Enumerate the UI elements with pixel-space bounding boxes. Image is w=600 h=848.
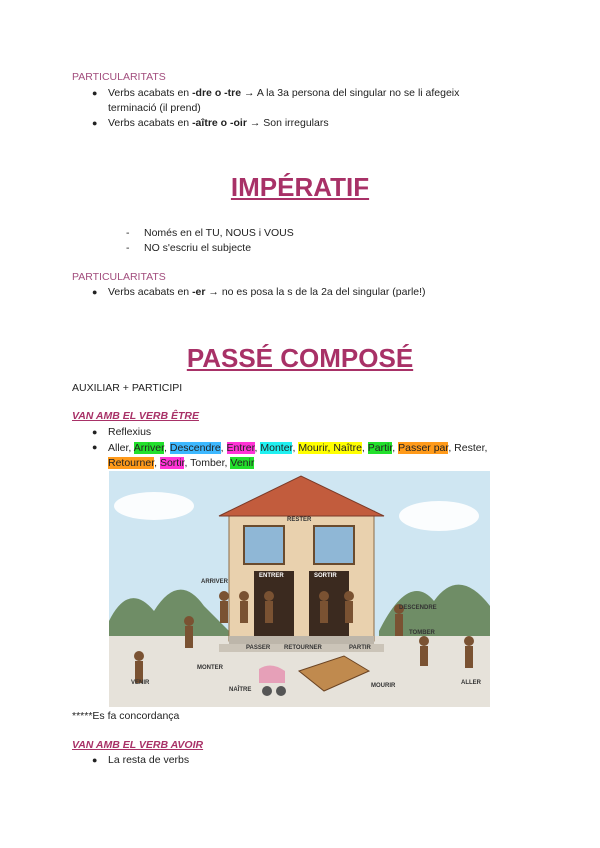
verbs-list: Aller, Arriver, Descendre, Entrer, Monter, Mourir, Naître, Partir, Passer par, Rester, Retourner, Sortir, Tomber, Venir — [108, 442, 488, 469]
label-tomber: TOMBER — [409, 630, 435, 636]
label-rester: RESTER — [287, 517, 312, 523]
label-passer: PASSER — [246, 645, 271, 651]
label-retourner: RETOURNER — [284, 645, 322, 651]
etre-heading: VAN AMB EL VERB ÊTRE — [72, 410, 199, 422]
verb-passer-par: Passer par — [398, 442, 449, 454]
dash-icon: - — [126, 227, 130, 239]
passe-compose-title: PASSÉ COMPOSÉ — [186, 343, 414, 373]
list-item: La resta de verbs — [108, 754, 190, 766]
particularitats-label-1: PARTICULARITATS — [72, 71, 166, 83]
avoir-heading: VAN AMB EL VERB AVOIR — [72, 739, 204, 751]
label-sortir: SORTIR — [314, 573, 337, 579]
agreement-note: *****Es fa concordança — [72, 710, 180, 722]
list-item: Només en el TU, NOUS i VOUS — [144, 227, 294, 239]
verb-descendre: Descendre — [169, 442, 221, 454]
label-entrer: ENTRER — [259, 573, 284, 579]
verb-entrer: Entrer — [226, 442, 255, 454]
list-item-continuation: terminació (il prend) — [108, 102, 201, 114]
verb-mourir-naitre: Mourir, Naître — [298, 442, 362, 454]
dash-icon: - — [126, 242, 130, 254]
verb-partir: Partir — [367, 442, 393, 454]
particularitats-label-2: PARTICULARITATS — [72, 271, 166, 283]
label-arriver: ARRIVER — [201, 579, 229, 585]
verb-venir: Venir — [230, 457, 255, 469]
label-mourir: MOURIR — [371, 683, 396, 689]
bullet-icon: ● — [92, 427, 98, 437]
bullet-icon: ● — [92, 442, 98, 452]
house-illustration — [109, 471, 490, 707]
list-item: Reflexius — [108, 426, 152, 438]
list-item: Verbs acabats en -aître o -oir → Son irregulars — [108, 117, 329, 129]
label-partir: PARTIR — [349, 645, 371, 651]
bullet-icon: ● — [92, 88, 98, 98]
verb-arriver: Arriver — [133, 442, 165, 454]
verb-sortir: Sortir — [159, 457, 185, 469]
imperatif-title: IMPÉRATIF — [230, 172, 370, 202]
label-aller: ALLER — [461, 680, 481, 686]
verb-retourner: Retourner — [108, 457, 155, 469]
list-item: Verbs acabats en -er → no es posa la s de la 2a del singular (parle!) — [108, 286, 426, 298]
bullet-icon: ● — [92, 755, 98, 765]
formula-text: AUXILIAR + PARTICIPI — [72, 382, 183, 394]
label-descendre: DESCENDRE — [399, 605, 437, 611]
list-item: NO s'escriu el subjecte — [144, 242, 252, 254]
label-monter: MONTER — [197, 665, 223, 671]
bullet-icon: ● — [92, 118, 98, 128]
verb-monter: Monter — [260, 442, 293, 454]
label-naitre: NAÎTRE — [229, 687, 252, 693]
bullet-icon: ● — [92, 287, 98, 297]
label-venir: VENIR — [131, 680, 150, 686]
list-item: Verbs acabats en -dre o -tre → A la 3a persona del singular no se li afegeix — [108, 87, 460, 99]
